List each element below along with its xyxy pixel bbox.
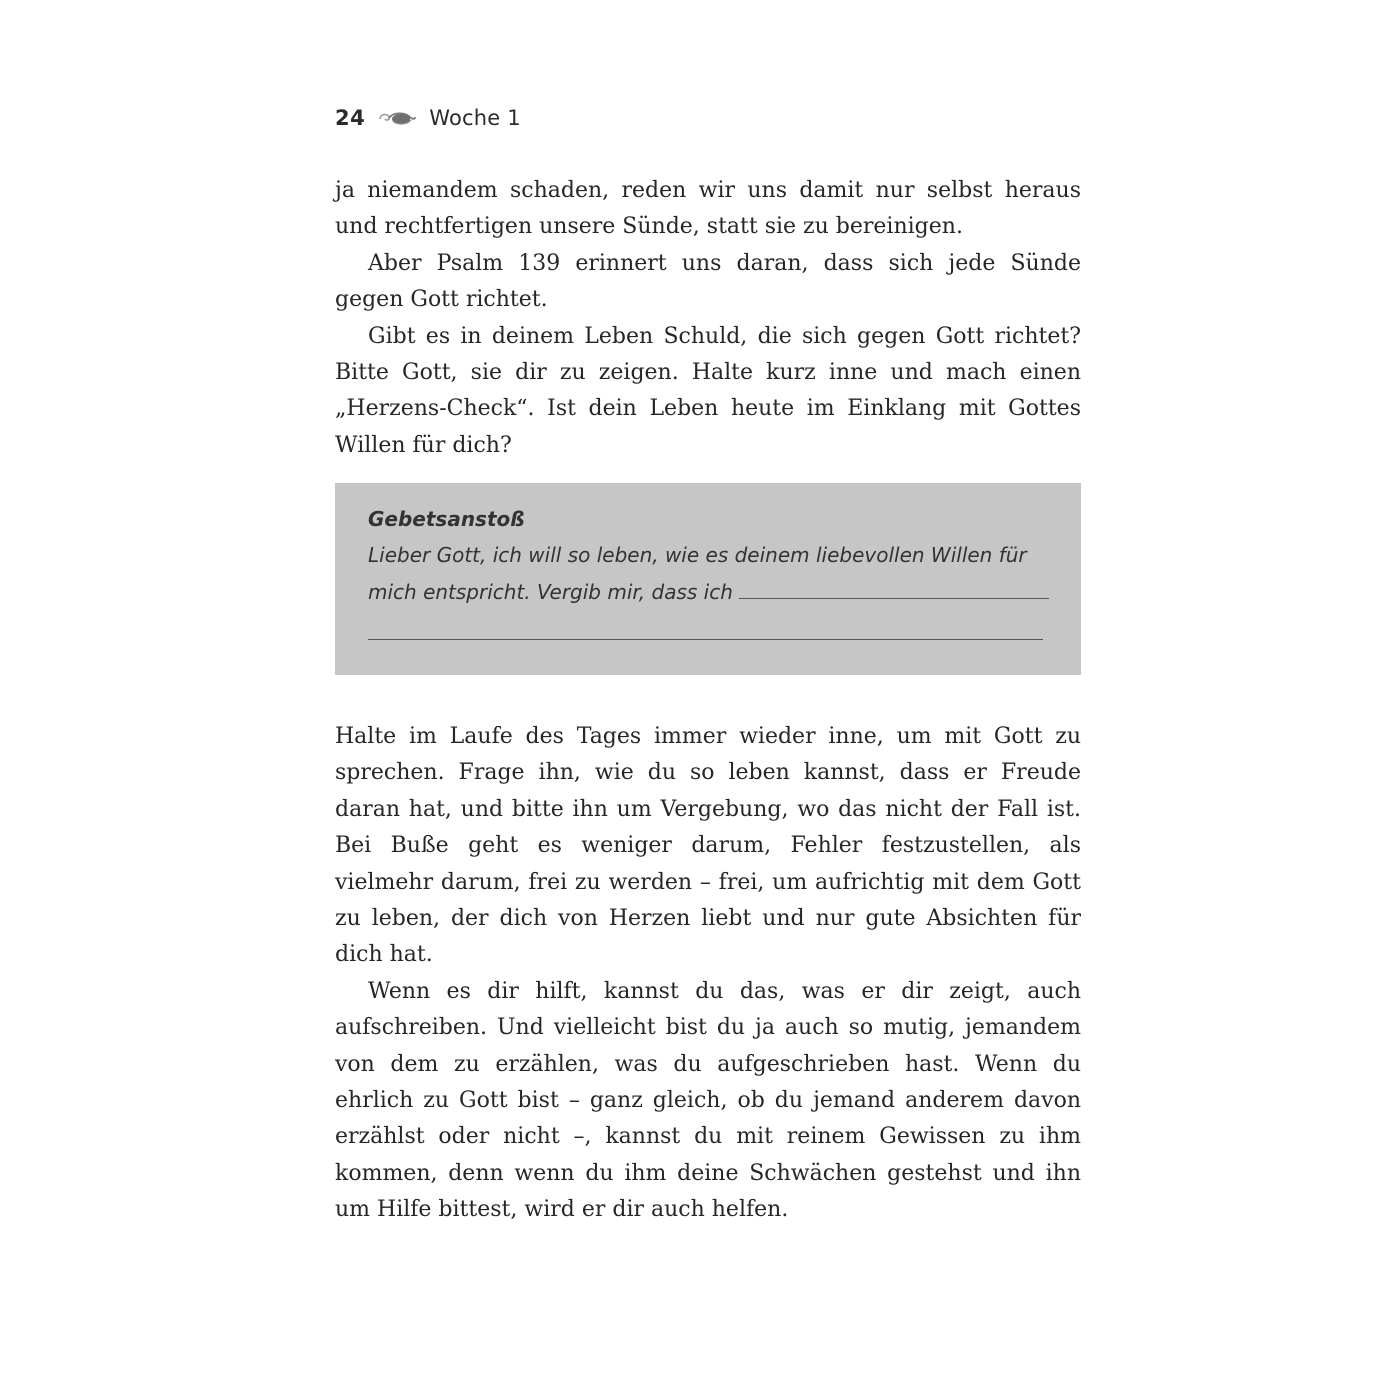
paragraph: ja niemandem schaden, reden wir uns damit nur selbst heraus und rechtfertigen unsere Sünde, statt sie zu bereinigen. bbox=[335, 178, 1081, 240]
paragraph: Aber Psalm 139 erinnert uns daran, dass sich jede Sünde gegen Gott richtet. bbox=[335, 250, 1081, 313]
running-head bbox=[335, 100, 521, 136]
paragraph: Halte im Laufe des Tages immer wieder inne, um mit Gott zu sprechen. Frage ihn, wie du so leben kannst, dass er Freude daran hat, und bitte ihn um Vergebung, wo das nicht der Fall ist. Bei Buße geht es weniger darum, Fehler festzustellen, als vielmehr darum, frei zu werden – frei, um aufrichtig mit dem Gott zu leben, der dich von Herzen liebt und nur gute Absichten für dich hat. bbox=[335, 724, 1081, 968]
prayer-text-line: Lieber Gott, ich will so leben, wie es deinem liebevollen Willen für bbox=[368, 543, 1027, 568]
paragraph: Gibt es in deinem Leben Schuld, die sich gegen Gott richtet? Bitte Gott, sie dir zu zeigen. Halte kurz inne und mach einen „Herzens-Check“. Ist dein Leben heute im Einklang mit Gottes Willen für dich? bbox=[335, 323, 1081, 458]
swirl-ornament-icon bbox=[377, 108, 417, 128]
body-text-top bbox=[335, 173, 1081, 464]
body-text-bottom bbox=[335, 719, 1081, 1229]
prayer-prompt-box bbox=[335, 483, 1081, 675]
prayer-text-fragment: mich entspricht. Vergib mir, dass ich bbox=[368, 579, 733, 604]
paragraph: Wenn es dir hilft, kannst du das, was er dir zeigt, auch aufschreiben. Und vielleicht bist du ja auch so mutig, jemandem von dem zu erzählen, was du aufgeschrieben hast. Wenn du ehrlich zu Gott bist – ganz gleich, ob du jemand anderem davon erzählst oder nicht –, kannst du mit reinem Gewissen zu ihm kommen, denn wenn du ihm deine Schwächen gestehst und ihn um Hilfe bittest, wird er dir auch helfen. bbox=[335, 978, 1081, 1223]
chapter-title: Woche 1 bbox=[429, 106, 521, 130]
writing-line[interactable] bbox=[739, 597, 1049, 599]
page-number: 24 bbox=[335, 106, 366, 130]
prayer-box-title: Gebetsanstoß bbox=[368, 507, 525, 531]
writing-line[interactable] bbox=[368, 638, 1043, 640]
prayer-text-line-with-blank bbox=[368, 574, 1042, 610]
